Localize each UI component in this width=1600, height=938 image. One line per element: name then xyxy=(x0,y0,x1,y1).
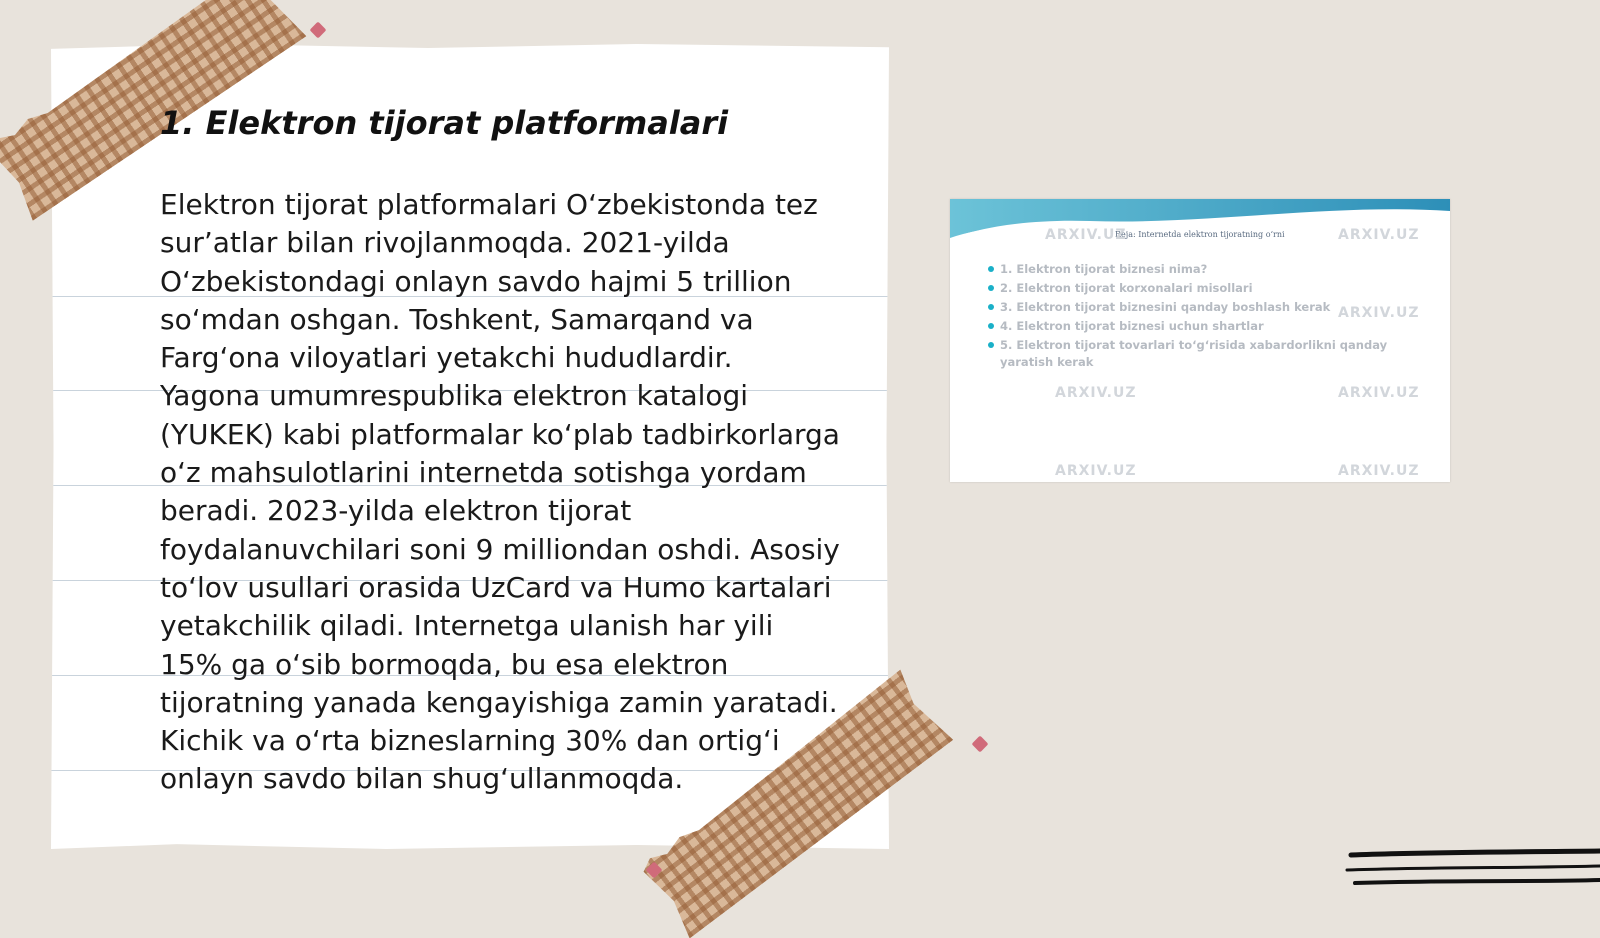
watermark-logo: ARXIV.UZ xyxy=(1055,385,1137,401)
watermark-logo: ARXIV.UZ xyxy=(1045,227,1127,243)
thumbnail-list-item: 2. Elektron tijorat korxonalari misollari xyxy=(988,280,1428,297)
thumbnail-list-item: 4. Elektron tijorat biznesi uchun shartlar xyxy=(988,318,1428,335)
slide-title: 1. Elektron tijorat platformalari xyxy=(160,104,729,142)
decorative-brush-strokes xyxy=(1345,845,1600,895)
watermark-logo: ARXIV.UZ xyxy=(1338,305,1420,321)
slide-body-text: Elektron tijorat platformalari O‘zbekistonda tez sur’atlar bilan rivojlanmoqda. 2021-yilda O‘zbekistondagi onlayn savdo hajmi 5 trillion so‘mdan oshgan. Toshkent, Samarqand va Farg‘ona viloyatlari yetakchi hududlardir. Yagona umumrespublika elektron katalogi (YUKEK) kabi platformalar ko‘plab tadbirkorlarga o‘z mahsulotlarini internetda sotishga yordam beradi. 2023-yilda elektron tijorat foydalanuvchilari soni 9 milliondan oshdi. Asosiy to‘lov usullari orasida UzCard va Humo kartalari yetakchilik qiladi. Internetga ulanish har yili 15% ga o‘sib bormoqda, bu esa elektron tijoratning yanada kengayishiga zamin yaratadi. Kichik va o‘rta bizneslarning 30% dan ortig‘i onlayn savdo bilan shug‘ullanmoqda. xyxy=(160,188,840,796)
thumbnail-list-item: 1. Elektron tijorat biznesi nima? xyxy=(988,261,1428,278)
watermark-logo: ARXIV.UZ xyxy=(1338,227,1420,243)
watermark-logo: ARXIV.UZ xyxy=(1338,385,1420,401)
thumbnail-list-item: 3. Elektron tijorat biznesini qanday boshlash kerak xyxy=(988,299,1428,316)
slide-thumbnail-image xyxy=(950,199,1450,482)
thumbnail-list-item: 5. Elektron tijorat tovarlari to‘g‘risida xabardorlikni qanday yaratish kerak xyxy=(988,337,1428,371)
tape-pin xyxy=(972,736,989,753)
watermark-logo: ARXIV.UZ xyxy=(1055,463,1137,479)
thumbnail-heading: Rejа: Internetda elektron tijoratning o‘rni xyxy=(1115,230,1285,239)
watermark-logo: ARXIV.UZ xyxy=(1338,463,1420,479)
tape-pin xyxy=(310,22,327,39)
